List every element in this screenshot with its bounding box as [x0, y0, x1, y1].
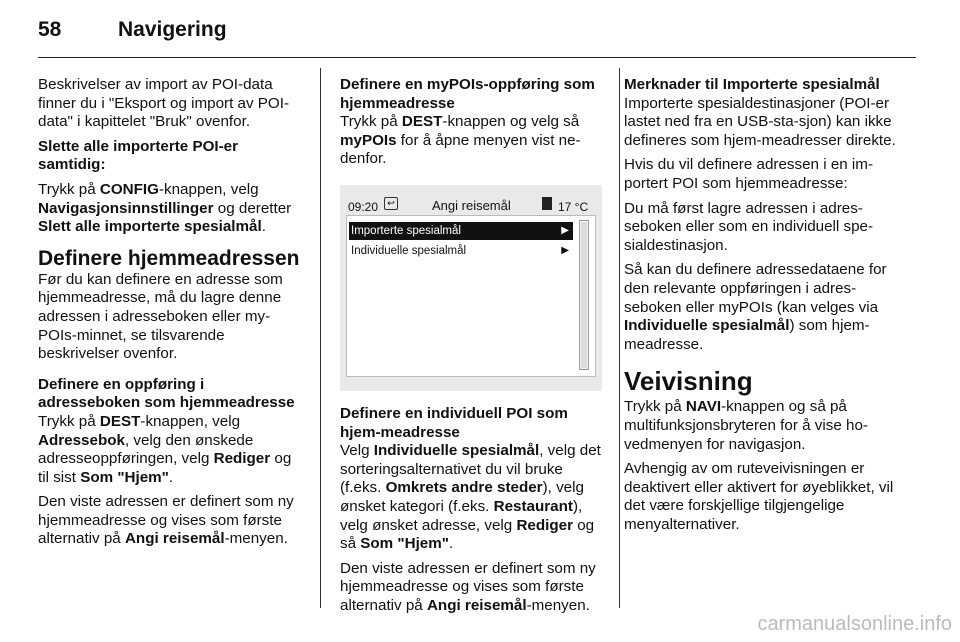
chevron-right-icon: ▶: [561, 244, 569, 256]
screen-title: Angi reisemål: [432, 197, 511, 213]
section-heading: Definere hjemmeadressen: [38, 246, 300, 270]
display-screenshot: [340, 185, 602, 391]
subsection-heading: Definere en myPOIs-oppføring som hjemmeadresse: [340, 76, 595, 112]
header-rule: [38, 57, 916, 58]
paragraph: Velg Individuelle spesialmål, velg det sorteringsalternativet du vil bruke (f.eks. Omkrets andre steder), velg ønsket kategori (f.eks. Restaurant), velg ønsket adresse, velg Rediger og så Som "Hjem".: [340, 442, 601, 553]
chevron-right-icon: ▶: [561, 224, 569, 236]
column-3: [624, 76, 904, 540]
paragraph: Så kan du definere adressedataene for den relevante oppføringen i adres-seboken eller myPOIs (kan velges via Individuelle spesialmål) som hjem-meadresse.: [624, 261, 887, 353]
screen-menu: [346, 215, 596, 377]
paragraph: Den viste adressen er definert som ny hjemmeadresse og vises som første alternativ på Angi reisemål-menyen.: [38, 493, 294, 548]
subsection-heading: Definere en individuell POI som hjem-meadresse: [340, 404, 568, 441]
paragraph: Trykk på DEST-knappen, velg Adressebok, velg den ønskede adresseoppføringen, velg Rediger og til sist Som "Hjem".: [38, 412, 292, 486]
paragraph: Avhengig av om ruteveivisningen er deaktivert eller aktivert for øyeblikket, vil det være forskjellige tilgjengelige menyalternativer.: [624, 460, 894, 533]
paragraph: Trykk på DEST-knappen og velg så myPOIs for å åpne menyen vist ne-denfor.: [340, 113, 581, 168]
column-2: [340, 76, 608, 622]
paragraph: Trykk på NAVI-knappen og så på multifunksjonsbryteren for å vise ho-vedmenyen for navigasjon.: [624, 398, 868, 453]
paragraph-heading: Slette alle importerte POI-er samtidig:: [38, 137, 239, 174]
paragraph: Den viste adressen er definert som ny hjemmeadresse og vises som første alternativ på Angi reisemål-menyen.: [340, 559, 596, 614]
subsection-heading: Merknader til Importerte spesialmål: [624, 76, 880, 93]
screen-menu-item: Individuelle spesialmål ▶: [349, 242, 573, 260]
paragraph: Du må først lagre adressen i adres-seboken eller som en individuell spe-sialdestinasjon.: [624, 199, 874, 254]
paragraph: Hvis du vil definere adressen i en im-portert POI som hjemmeadresse:: [624, 156, 874, 192]
paragraph: Importerte spesialdestinasjoner (POI-er lastet ned fra en USB-sta-sjon) kan ikke defineres som hjem-meadresser direkte.: [624, 94, 896, 149]
paragraph: Trykk på CONFIG-knappen, velg Navigasjonsinnstillinger og deretter Slett alle importerte spesialmål.: [38, 180, 292, 236]
screen-menu-item: Importerte spesialmål ▶: [349, 222, 573, 240]
section-heading: Veivisning: [624, 366, 753, 397]
screen-status-bar: [346, 195, 596, 215]
watermark: carmanualsonline.info: [757, 613, 952, 635]
screen-scrollbar: [579, 220, 589, 370]
page-title: Navigering: [118, 18, 227, 41]
screen-temperature: 17 °C: [558, 199, 589, 214]
fuel-icon: [542, 197, 552, 210]
page-number: 58: [38, 18, 62, 41]
subsection-heading: Definere en oppføring i adresseboken som hjemmeadresse: [38, 375, 295, 412]
column-divider: [320, 68, 321, 608]
paragraph: Beskrivelser av import av POI-data finner du i "Eksport og import av POI-data" i kapittelet "Bruk" ovenfor.: [38, 76, 290, 131]
column-1: [38, 76, 306, 555]
paragraph: Før du kan definere en adresse som hjemmeadresse, må du lagre denne adressen i adresseboken eller my-POIs-minnet, se tilsvarende beskrivelser ovenfor.: [38, 270, 283, 363]
screen-time: 09:20: [348, 199, 379, 214]
column-divider: [619, 68, 620, 608]
back-icon: ↩: [384, 197, 398, 210]
